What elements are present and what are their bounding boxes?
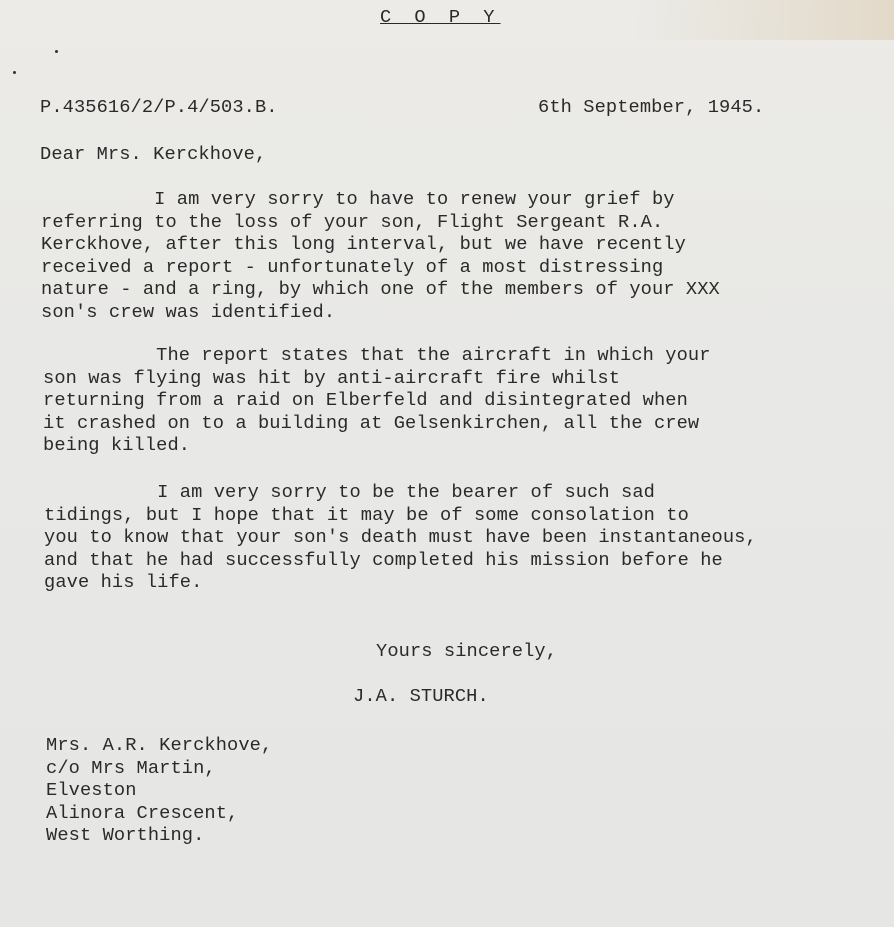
paragraph-3 xyxy=(44,481,757,594)
text-line: Kerckhove, after this long interval, but we have recently xyxy=(41,233,686,256)
signature: J.A. STURCH. xyxy=(353,685,489,707)
closing: Yours sincerely, xyxy=(376,640,558,662)
ink-speck xyxy=(13,71,16,74)
text-line: The report states that the aircraft in which your xyxy=(43,344,711,366)
text-line: referring to the loss of your son, Flight Sergeant R.A. xyxy=(41,210,664,233)
text-line: gave his life. xyxy=(44,571,203,594)
paragraph-1 xyxy=(41,188,720,324)
text-line: son's crew was identified. xyxy=(41,300,336,323)
text-line: returning from a raid on Elberfeld and disintegrated when xyxy=(43,389,688,412)
copy-heading: C O P Y xyxy=(380,6,501,28)
text-line: and that he had successfully completed his mission before he xyxy=(44,548,723,571)
text-line: being killed. xyxy=(43,434,191,457)
address-line: Alinora Crescent, xyxy=(46,801,239,824)
letter-date: 6th September, 1945. xyxy=(538,96,765,118)
paragraph-2 xyxy=(43,344,711,457)
address-line: Elveston xyxy=(46,779,137,802)
text-line: I am very sorry to have to renew your grief by xyxy=(41,188,675,210)
text-line: you to know that your son's death must have been instantaneous, xyxy=(44,526,757,549)
text-line: I am very sorry to be the bearer of such sad xyxy=(44,481,655,503)
address-line: West Worthing. xyxy=(46,824,205,847)
text-line: it crashed on to a building at Gelsenkirchen, all the crew xyxy=(43,411,700,434)
recipient-address xyxy=(46,734,272,847)
text-line: nature - and a ring, by which one of the members of your XXX xyxy=(41,278,720,301)
text-line: tidings, but I hope that it may be of some consolation to xyxy=(44,503,689,526)
text-line: received a report - unfortunately of a most distressing xyxy=(41,255,664,278)
text-line: son was flying was hit by anti-aircraft fire whilst xyxy=(43,366,621,389)
ink-speck xyxy=(55,50,58,53)
address-line: Mrs. A.R. Kerckhove, xyxy=(46,734,273,756)
reference-number: P.435616/2/P.4/503.B. xyxy=(40,96,278,118)
address-line: c/o Mrs Martin, xyxy=(46,756,216,779)
salutation: Dear Mrs. Kerckhove, xyxy=(40,143,267,165)
paper-stain xyxy=(634,0,894,40)
